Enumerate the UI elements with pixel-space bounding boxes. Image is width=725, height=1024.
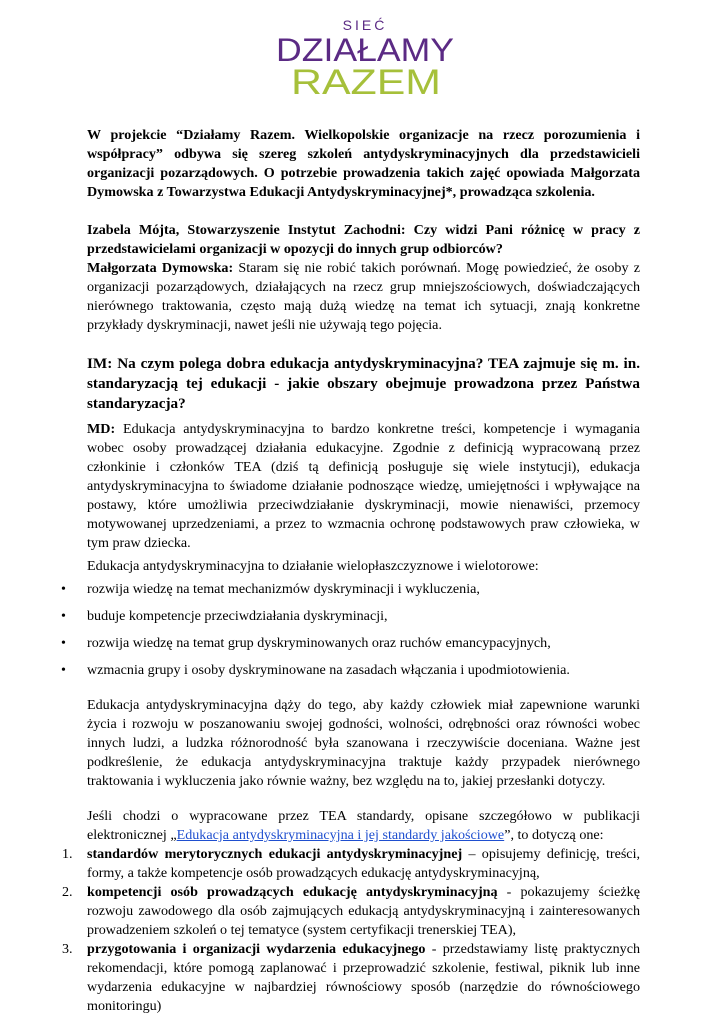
standard-title: kompetencji osób prowadzących edukację antydyskryminacyjną: [87, 884, 498, 900]
standards-intro-text: Jeśli chodzi o wypracowane przez TEA standardy, opisane szczegółowo w publikacji elektronicznej „: [87, 808, 640, 843]
answer-1-speaker: Małgorzata Dymowska:: [87, 260, 234, 276]
bullet-item: • rozwija wiedzę na temat grup dyskryminowanych oraz ruchów emancypacyjnych,: [87, 634, 640, 653]
paragraph-standards-intro: [87, 807, 640, 845]
logo-line-razem: RAZEM: [291, 63, 441, 100]
publication-link[interactable]: Edukacja antydyskryminacyjna i jej standardy jakościowe: [176, 827, 505, 843]
standard-title: standardów merytorycznych edukacji antydyskryminacyjnej: [87, 846, 463, 862]
logo-line-dzialamy: DZIAŁAMY: [276, 32, 454, 68]
bullet-item: • buduje kompetencje przeciwdziałania dyskryminacji,: [87, 607, 640, 626]
standard-item: [62, 883, 640, 940]
bullet-list: [87, 580, 640, 680]
answer-2-text: Edukacja antydyskryminacyjna to bardzo konkretne treści, kompetencje i wymagania wobec osoby prowadzącej działania edukacyjne. Zgodnie z definicją wypracowaną przez członkinie i członków TEA (dziś tą definicją posługuje się wiele instytucji), edukacja antydyskryminacyjna to świadome działanie podnoszące wiedzę, umiejętności i wpływające na postawy, które umożliwia przeciwdziałanie dyskryminacji, mowie nienawiści, przemocy motywowanej uprzedzeniami, a przez to wzmacnia ochronę podstawowych praw człowieka, w tym praw dziecka.: [87, 421, 640, 551]
standard-item: [62, 940, 641, 1016]
question-1: Izabela Mójta, Stowarzyszenie Instytut Zachodni: Czy widzi Pani różnicę w pracy z przedstawicielami organizacji w opozycji do innych grup odbiorców?: [87, 222, 640, 257]
standard-number: 2.: [62, 884, 73, 900]
standard-number: 3.: [62, 941, 73, 957]
article-body: [62, 126, 641, 1016]
question-2: IM: Na czym polega dobra edukacja antydyskryminacyjna? TEA zajmuje się m. in. standaryzacją tej edukacji - jakie obszary obejmuje prowadzona przez Państwa standaryzacja?: [87, 355, 640, 412]
standard-text: - pokazujemy ścieżkę rozwoju zawodowego dla osób zajmujących edukacją antydyskryminacyjną i zainteresowanych prowadzeniem szkoleń o tej tematyce (system certyfikacji trenerskiej TEA),: [87, 884, 640, 938]
standard-number: 1.: [62, 846, 73, 862]
standard-item: [62, 845, 641, 883]
standard-text: – opisujemy definicję, treści, formy, a także kompetencje osób prowadzących edukację antydyskryminacyjną,: [87, 846, 641, 881]
intro-paragraph: W projekcie “Działamy Razem. Wielkopolskie organizacje na rzecz porozumienia i współpracy” odbywa się szereg szkoleń antydyskryminacyjnych dla przedstawicieli organizacji pozarządowych. O potrzebie prowadzenia takich zajęć opowiada Małgorzata Dymowska z Towarzystwa Edukacji Antydyskryminacyjnej*, prowadząca szkolenia.: [87, 127, 640, 200]
bullet-item: • wzmacnia grupy i osoby dyskryminowane na zasadach włączania i upodmiotowienia.: [87, 661, 640, 680]
standards-intro-end: ”, to dotyczą one:: [504, 827, 604, 843]
answer-1: [87, 259, 640, 335]
answer-2-speaker: MD:: [87, 421, 116, 437]
standard-text: - przedstawiamy listę praktycznych rekomendacji, które pomogą zaplanować i przeprowadzić szkolenie, festiwal, piknik lub inne wydarzenia edukacyjne w najbardziej równościowy sposób (narzędzie do równościowego monitoringu): [87, 941, 641, 1014]
siec-dzialamy-razem-logo: [270, 14, 460, 100]
answer-1-text: Staram się nie robić takich porównań. Mogę powiedzieć, że osoby z organizacji pozarządowych, działających na rzecz grup mniejszościowych, doświadczających nierównego traktowania, często mają dużą wiedzę na temat ich sytuacji, znają konkretne przykłady dyskryminacji, nawet jeśli nie używają tego pojęcia.: [87, 260, 640, 333]
bullet-item: • rozwija wiedzę na temat mechanizmów dyskryminacji i wykluczenia,: [87, 580, 640, 599]
answer-2: [87, 420, 640, 553]
standard-title: przygotowania i organizacji wydarzenia edukacyjnego: [87, 941, 426, 957]
standards-list: [62, 845, 641, 1016]
logo-line-siec: SIEĆ: [342, 17, 388, 33]
answer-2-list-intro: Edukacja antydyskryminacyjna to działanie wielopłaszczyznowe i wielotorowe:: [87, 558, 539, 574]
paragraph-equality: Edukacja antydyskryminacyjna dąży do tego, aby każdy człowiek miał zapewnione warunki życia i rozwoju w poszanowaniu swojej godności, wolności, odrębności oraz równości wobec innych ludzi, a ludzka różnorodność była szanowana i rzeczywiście doceniana. Ważne jest podkreślenie, że edukacja antydyskryminacyjna traktuje każdy przypadek nierównego traktowania i wykluczenia jako równie ważny, bez względu na to, jakiej przesłanki dotyczy.: [87, 697, 640, 789]
